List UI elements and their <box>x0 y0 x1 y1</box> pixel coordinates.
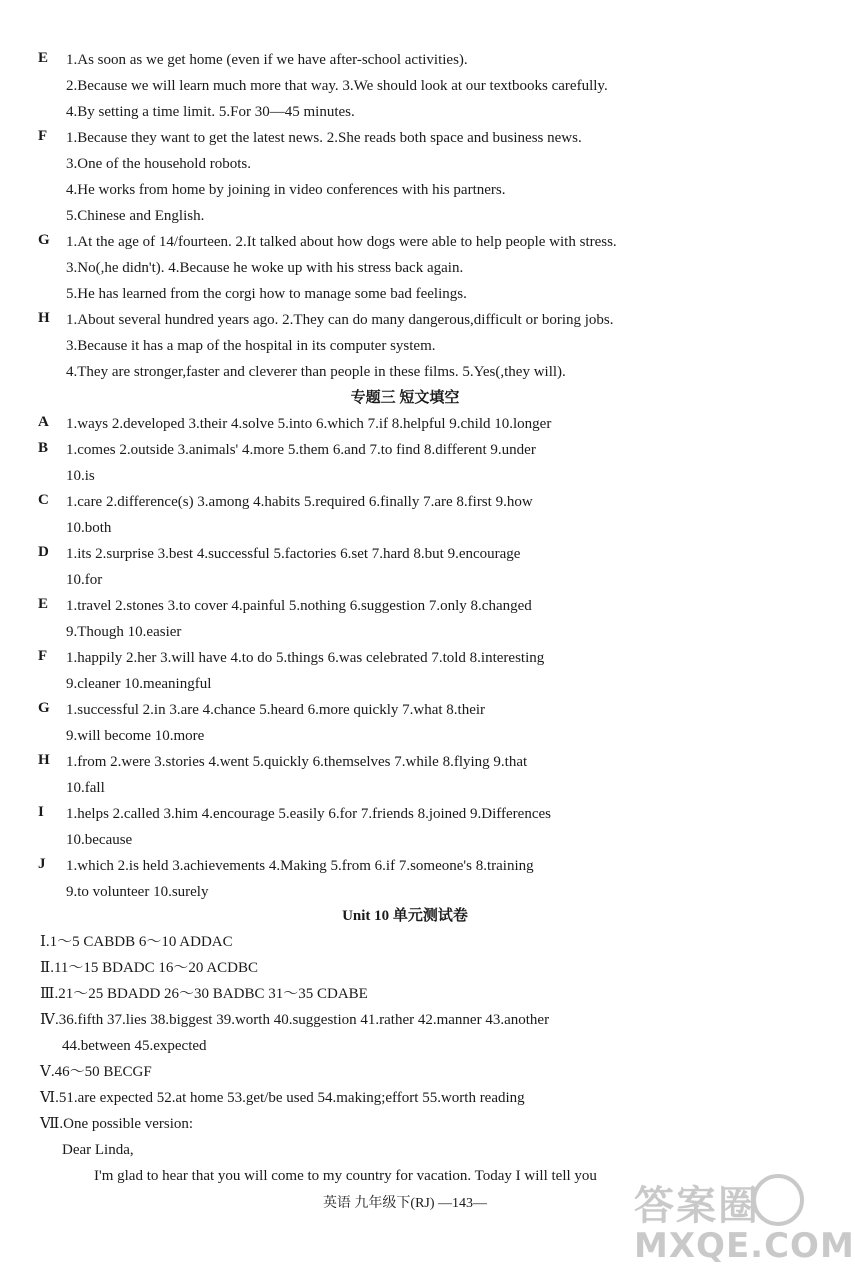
cloze-line: 1.helps 2.called 3.him 4.encourage 5.easily 6.for 7.friends 8.joined 9.Differences <box>66 806 551 822</box>
cloze-key: F <box>38 648 48 664</box>
cloze-line: 10.both <box>66 520 112 536</box>
letter-body: I'm glad to hear that you will come to my country for vacation. Today I will tell you <box>94 1168 597 1184</box>
unit-answer-line: 44.between 45.expected <box>62 1038 207 1054</box>
answer-line: 4.He works from home by joining in video conferences with his partners. <box>66 182 506 198</box>
watermark-text-top: 答案圈 <box>634 1183 760 1229</box>
letter-salutation: Dear Linda, <box>62 1142 134 1158</box>
cloze-line: 9.cleaner 10.meaningful <box>66 676 212 692</box>
answer-line: 3.One of the household robots. <box>66 156 251 172</box>
cloze-line: 1.ways 2.developed 3.their 4.solve 5.into 6.which 7.if 8.helpful 9.child 10.longer <box>66 416 552 432</box>
answer-line: 1.About several hundred years ago. 2.They can do many dangerous,difficult or boring jobs. <box>66 312 614 328</box>
answer-line: 3.No(,he didn't). 4.Because he woke up with his stress back again. <box>66 260 464 276</box>
cloze-key: A <box>38 414 49 430</box>
unit-answer-line: Ⅵ.51.are expected 52.at home 53.get/be used 54.making;effort 55.worth reading <box>40 1090 525 1106</box>
cloze-line: 1.from 2.were 3.stories 4.went 5.quickly 6.themselves 7.while 8.flying 9.that <box>66 754 528 770</box>
section-key-g: G <box>38 232 50 248</box>
cloze-line: 10.is <box>66 468 95 484</box>
section-key-f: F <box>38 128 48 144</box>
answer-line: 2.Because we will learn much more that way. 3.We should look at our textbooks carefully. <box>66 78 608 94</box>
cloze-line: 10.for <box>66 572 103 588</box>
cloze-line: 9.will become 10.more <box>66 728 205 744</box>
cloze-line: 1.happily 2.her 3.will have 4.to do 5.things 6.was celebrated 7.told 8.interesting <box>66 650 545 666</box>
answer-line: 1.At the age of 14/fourteen. 2.It talked about how dogs were able to help people with stress. <box>66 234 617 250</box>
answer-line: 5.He has learned from the corgi how to manage some bad feelings. <box>66 286 467 302</box>
cloze-line: 1.travel 2.stones 3.to cover 4.painful 5.nothing 6.suggestion 7.only 8.changed <box>66 598 532 614</box>
unit-answer-line: Ⅳ.36.fifth 37.lies 38.biggest 39.worth 40.suggestion 41.rather 42.manner 43.another <box>40 1012 550 1028</box>
watermark-text-bottom: MXQE.COM <box>634 1226 855 1266</box>
cloze-line: 1.its 2.surprise 3.best 4.successful 5.factories 6.set 7.hard 8.but 9.encourage <box>66 546 521 562</box>
cloze-key: G <box>38 700 50 716</box>
answer-line: 4.They are stronger,faster and cleverer than people in these films. 5.Yes(,they will). <box>66 364 566 380</box>
answer-line: 1.As soon as we get home (even if we have after-school activities). <box>66 52 468 68</box>
section-heading: 专题三 短文填空 <box>350 390 460 406</box>
watermark-seal-icon <box>752 1174 804 1226</box>
answer-line: 3.Because it has a map of the hospital in its computer system. <box>66 338 436 354</box>
cloze-line: 1.which 2.is held 3.achievements 4.Making 5.from 6.if 7.someone's 8.training <box>66 858 534 874</box>
unit-answer-line: Ⅲ.21～25 BDADD 26～30 BADBC 31～35 CDABE <box>40 986 368 1002</box>
answer-line: 5.Chinese and English. <box>66 208 205 224</box>
answer-line: 4.By setting a time limit. 5.For 30—45 minutes. <box>66 104 355 120</box>
page-footer: 英语 九年级下(RJ) —143— <box>322 1196 488 1211</box>
cloze-key: J <box>38 856 46 872</box>
cloze-line: 1.successful 2.in 3.are 4.chance 5.heard 6.more quickly 7.what 8.their <box>66 702 486 718</box>
unit-heading: Unit 10 单元测试卷 <box>342 908 468 924</box>
unit-answer-line: Ⅶ.One possible version: <box>40 1116 194 1132</box>
cloze-line: 9.Though 10.easier <box>66 624 182 640</box>
cloze-line: 1.care 2.difference(s) 3.among 4.habits 5.required 6.finally 7.are 8.first 9.how <box>66 494 533 510</box>
cloze-line: 1.comes 2.outside 3.animals' 4.more 5.them 6.and 7.to find 8.different 9.under <box>66 442 536 458</box>
section-key-h: H <box>38 310 50 326</box>
cloze-line: 10.because <box>66 832 133 848</box>
cloze-key: B <box>38 440 49 456</box>
cloze-key: C <box>38 492 49 508</box>
cloze-line: 10.fall <box>66 780 105 796</box>
cloze-line: 9.to volunteer 10.surely <box>66 884 209 900</box>
unit-answer-line: Ⅱ.11～15 BDADC 16～20 ACDBC <box>40 960 258 976</box>
cloze-key: I <box>38 804 44 820</box>
cloze-key: H <box>38 752 50 768</box>
answer-line: 1.Because they want to get the latest news. 2.She reads both space and business news. <box>66 130 582 146</box>
unit-answer-line: Ⅰ.1～5 CABDB 6～10 ADDAC <box>40 934 233 950</box>
section-key-e: E <box>38 50 49 66</box>
cloze-key: D <box>38 544 49 560</box>
cloze-key: E <box>38 596 49 612</box>
watermark-logo <box>634 1174 855 1274</box>
unit-answer-line: Ⅴ.46～50 BECGF <box>40 1064 152 1080</box>
